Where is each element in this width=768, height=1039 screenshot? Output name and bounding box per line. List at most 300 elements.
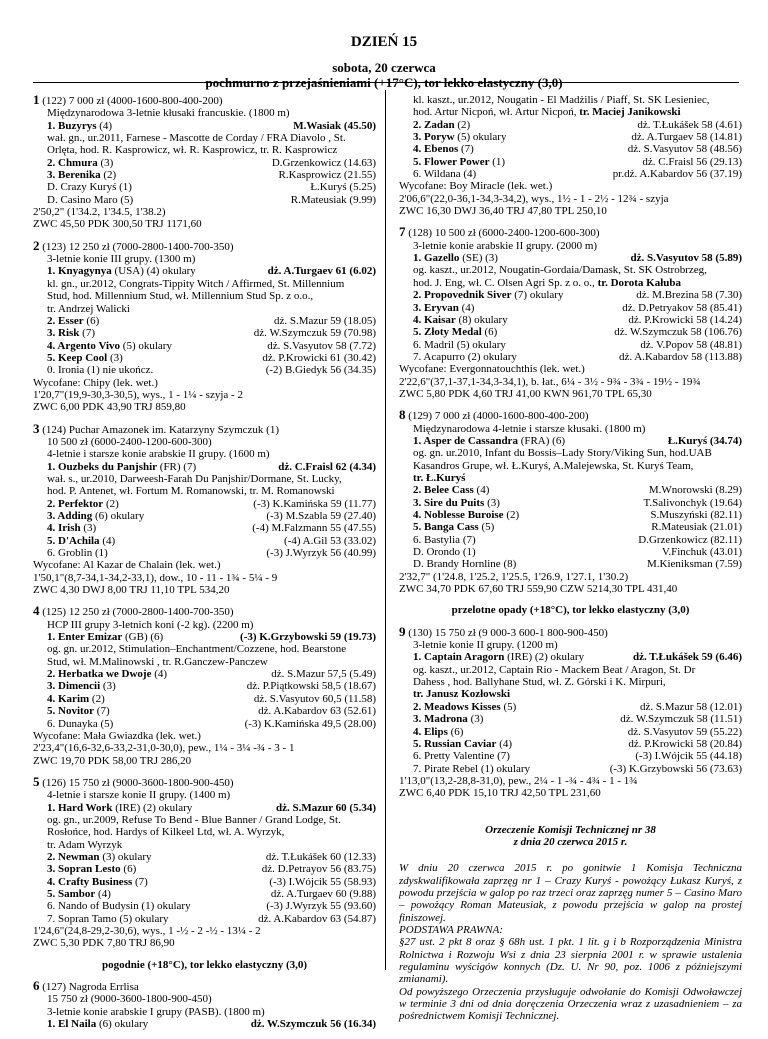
result-row xyxy=(33,888,376,900)
race-block xyxy=(399,226,742,400)
placing: 3. xyxy=(413,131,424,144)
horse-details xyxy=(399,472,742,484)
horse-details: og. gn. ur.2012, Stimulation–Enchantment/Cozzene, hod. Bearstone xyxy=(47,643,347,656)
race-summary: Wycofane: Boy Miracle (lek. wet.) xyxy=(399,180,553,193)
horse-extra: (4) xyxy=(473,484,490,497)
result-row xyxy=(399,289,742,301)
result-row xyxy=(33,668,376,680)
result-row xyxy=(399,558,742,570)
jockey-odds: dż. D.Petrayov 56 (83.75) xyxy=(261,863,376,876)
race-summary: 2'06,6"(22,0-36,1-34,3-34,2), wys., 1½ - 1 - 2½ - 12¾ - szyja xyxy=(399,192,669,205)
horse-entry xyxy=(413,143,474,155)
race-conditions: 3-letnie konie arabskie II grupy. (2000 m) xyxy=(413,239,598,252)
horse-name: Madrona xyxy=(424,713,468,726)
horse-name: Argento Vivo xyxy=(57,339,121,352)
placing: 3. xyxy=(413,496,424,509)
horse-name: Pirate Rebel xyxy=(424,762,479,775)
horse-extra: (6) okulary xyxy=(96,1018,149,1031)
horse-name: Ebenos xyxy=(424,143,459,156)
race-block xyxy=(399,409,742,595)
horse-name: Berenika xyxy=(58,169,101,182)
horse-extra: (3) xyxy=(97,156,114,169)
horse-extra: (5) xyxy=(500,700,517,713)
result-row xyxy=(33,535,376,547)
race-number: 9 xyxy=(399,625,406,639)
race-summary: 2'32,7" (1'24.8, 1'25.2, 1'25.5, 1'26.9, 1'27.1, 1'30.2) xyxy=(399,570,629,583)
horse-entry xyxy=(47,157,113,169)
trainer-name: tr. Dorota Kałuba xyxy=(597,276,681,289)
horse-entry xyxy=(47,510,144,522)
result-row xyxy=(399,651,742,663)
horse-name: Dunayka xyxy=(58,717,98,730)
result-row xyxy=(399,252,742,264)
jockey-odds: dż. S.Vasyutov 58 (5.89) xyxy=(630,252,742,265)
horse-details xyxy=(399,688,742,700)
horse-name: Poryw xyxy=(424,131,455,144)
horse-name: Perfektor xyxy=(58,497,104,510)
jockey-odds: (-3) I.Wójcik 55 (58.93) xyxy=(269,875,376,888)
placing: 6. xyxy=(413,750,424,763)
placing: 5. xyxy=(47,534,58,547)
result-row xyxy=(399,326,742,338)
placing: D. xyxy=(47,181,61,194)
jockey-odds: dż. S.Vasyutov 60,5 (11.58) xyxy=(253,692,376,705)
race-summary: ZWC 5,30 PDK 7,80 TRJ 86,90 xyxy=(33,937,175,950)
horse-extra: (1) okulary xyxy=(138,900,191,913)
horse-extra: (GB) (6) xyxy=(122,631,164,644)
result-row xyxy=(399,119,742,131)
race-header: (122) 7 000 zł (4000-1600-800-400-200) xyxy=(42,95,223,107)
horse-extra: (1) xyxy=(460,546,476,559)
horse-entry xyxy=(413,484,489,496)
horse-entry xyxy=(47,680,116,692)
horse-entry xyxy=(413,131,506,143)
jockey-odds: dż. A.Kabardov 63 (52.61) xyxy=(258,705,376,718)
result-row xyxy=(33,510,376,522)
placing: 1. xyxy=(47,119,58,132)
horse-extra: (2) xyxy=(100,169,117,182)
race-number: 6 xyxy=(33,980,40,994)
race-summary: Wycofane: Evergonnatouchthis (lek. wet.) xyxy=(399,363,585,376)
horse-extra: (FR) (7) xyxy=(157,460,197,473)
horse-entry xyxy=(47,498,119,510)
horse-entry xyxy=(413,738,512,750)
horse-extra: (5) xyxy=(117,193,134,206)
jockey-odds: dż. P.Krowicki 61 (30.42) xyxy=(262,351,376,364)
placing: 4. xyxy=(413,509,424,521)
horse-name: Noblesse Buroise xyxy=(424,509,504,521)
placing: D. xyxy=(47,193,61,206)
race-block xyxy=(33,240,376,414)
horse-extra: (7) xyxy=(132,875,148,888)
race-title xyxy=(33,423,376,436)
horse-extra: (1) nie ukończ. xyxy=(84,364,154,377)
horse-details: kl. kaszt., ur.2012, Nougatin - El Madżilis / Piaff, St. SK Lesieniec, xyxy=(413,94,710,106)
jockey-odds: (-4) A.Gil 53 (33.02) xyxy=(284,534,376,547)
horse-name: Novitor xyxy=(58,705,95,718)
horse-name: Adding xyxy=(57,510,93,522)
result-row xyxy=(399,131,742,143)
race-title xyxy=(33,980,376,993)
placing: 3. xyxy=(47,169,58,182)
horse-name: Madril xyxy=(424,338,454,351)
horse-extra: (6) okulary xyxy=(92,510,145,522)
horse-name: D'Achila xyxy=(58,534,100,547)
horse-entry xyxy=(47,340,172,352)
horse-extra: (USA) (4) okulary xyxy=(111,265,196,278)
horse-entry xyxy=(47,461,196,473)
race-summary: ZWC 19,70 PDK 58,00 TRJ 286,20 xyxy=(33,754,192,767)
jockey-odds: (-3) J.Wyrzyk 55 (93.60) xyxy=(266,900,376,913)
race-title xyxy=(399,409,742,422)
race-header: (125) 12 250 zł (7000-2800-1400-700-350) xyxy=(42,606,234,619)
horse-details: hod. Artur Nicpoń, wł. Artur Nicpoń, tr. Maciej Janikowski xyxy=(413,106,681,119)
horse-name: Eryvan xyxy=(424,301,459,314)
placing: 7. xyxy=(413,350,424,363)
placing: 6. xyxy=(413,533,424,546)
placing: 2. xyxy=(413,700,424,713)
horse-name: Chmura xyxy=(58,156,98,169)
horse-entry xyxy=(413,558,516,570)
race-conditions: Międzynarodowa 4-letnie i starsze kłusaki. (1800 m) xyxy=(413,422,646,435)
horse-entry xyxy=(413,509,519,521)
horse-extra: (4) xyxy=(99,534,116,547)
race-conditions: 15 750 zł (9000-3600-1800-900-450) xyxy=(47,993,212,1006)
race-header: (123) 12 250 zł (7000-2800-1400-700-350) xyxy=(42,240,234,253)
placing: 2. xyxy=(47,314,58,327)
placing: D. xyxy=(413,558,427,571)
placing: 6. xyxy=(47,900,58,913)
result-row xyxy=(33,157,376,169)
result-row xyxy=(33,547,376,559)
horse-name: Herbatka we Dwoje xyxy=(58,668,152,681)
jockey-odds: dż. A.Turgaev 58 (14.81) xyxy=(631,131,742,144)
placing: 1. xyxy=(413,651,424,664)
result-row xyxy=(33,876,376,888)
ruling-date: z dnia 20 czerwca 2015 r. xyxy=(513,835,628,848)
race-summary: ZWC 6,40 PDK 15,10 TRJ 42,50 TPL 231,60 xyxy=(399,787,601,800)
horse-name: Bastylia xyxy=(424,533,461,546)
jockey-odds: M.Kieniksman (7.59) xyxy=(646,558,742,571)
race-title xyxy=(399,226,742,239)
horse-extra: (4) xyxy=(151,668,168,681)
race-summary: 2'50,2" (1'34.2, 1'34.5, 1'38.2) xyxy=(33,206,166,219)
placing: 7. xyxy=(413,762,424,775)
horse-extra: (6) xyxy=(83,314,100,327)
result-row xyxy=(33,680,376,692)
jockey-odds: dż. W.Szymczuk 58 (11.51) xyxy=(620,713,742,726)
ruling-text: W dniu 20 czerwca 2015 r. po gonitwie 1 Komisja Techniczna zdyskwalifikowała zaprzęg nr 1 – Crazy Kuryś - powożący Łukasz Kuryś, z powodu przejścia w galop po raz trzeci oraz zaprzęg numer 5 – Casino Maro – powożący Roman Mateusiak, z powodu przejścia w galop na prostej finiszowej. xyxy=(399,862,742,924)
horse-details: wał. s., ur.2010, Darweesh-Farah Du Panjshir/Dormane, St. Lucky, xyxy=(47,472,342,485)
horse-entry xyxy=(47,900,191,912)
placing: 4. xyxy=(413,725,424,738)
horse-entry xyxy=(47,705,110,717)
horse-extra: (3) okulary xyxy=(99,850,152,863)
jockey-odds: dż. P.Piątkowski 58,5 (18.67) xyxy=(246,680,376,693)
result-row xyxy=(399,339,742,351)
jockey-odds: (-3) I.Wójcik 55 (44.18) xyxy=(635,750,742,763)
horse-entry xyxy=(47,863,136,875)
left-column xyxy=(33,94,376,1039)
horse-name: Zadan xyxy=(424,118,455,131)
jockey-odds: pr.dż. A.Kabardov 56 (37.19) xyxy=(612,168,742,181)
legal-basis: §27 ust. 2 pkt 8 oraz § 68h ust. 1 pkt. 1 lit. g i b Rozporządzenia Ministra Rolnictwa i Rozwoju Wsi z dnia 23 sierpnia 2001 r. w sprawie ustalenia regulaminu wyścigów konnych (Dz. U. Nr 90, poz. 1006 z późniejszymi zmianami). xyxy=(399,936,742,986)
placing: 3. xyxy=(47,510,58,522)
horse-extra: (6) xyxy=(447,725,464,738)
horse-extra: (SE) (3) xyxy=(459,252,498,265)
result-row xyxy=(33,522,376,534)
horse-entry xyxy=(413,302,474,314)
jockey-odds: dż. S.Vasyutov 59 (55.22) xyxy=(627,725,742,738)
result-row xyxy=(33,693,376,705)
result-row xyxy=(399,168,742,180)
race-summary: 2'22,6"(37,1-37,1-34,3-34,1), b. łat., 6¼ - 3½ - 9¾ - 3¾ - 19½ - 19¾ xyxy=(399,375,701,388)
race-summary: ZWC 45,50 PDK 300,50 TRJ 1171,60 xyxy=(33,218,202,231)
placing: 0. xyxy=(47,364,58,377)
result-row xyxy=(399,726,742,738)
horse-extra: (8) xyxy=(500,558,517,571)
jockey-odds: M.Wnorowski (8.29) xyxy=(648,484,742,497)
horse-extra: (4) xyxy=(96,119,113,132)
race-summary: 2'23,4"(16,6-32,6-33,2-31,0-30,0), pew., 1¼ - 3¼ -¾ - 3 - 1 xyxy=(33,742,295,755)
result-row xyxy=(33,1018,376,1030)
jockey-odds: D.Grzenkowicz (14.63) xyxy=(271,156,376,169)
jockey-odds: dż. P.Krowicki 58 (14.24) xyxy=(628,313,742,326)
race-summary: ZWC 16,30 DWJ 36,40 TRJ 47,80 TPL 250,10 xyxy=(399,205,607,218)
horse-extra: (5) okulary xyxy=(453,338,506,351)
horse-name: Buzyrys xyxy=(58,119,97,132)
result-row xyxy=(399,302,742,314)
horse-extra: (5) xyxy=(97,717,114,730)
horse-entry xyxy=(47,1018,148,1030)
jockey-odds: dż. T.Łukášek 58 (4.61) xyxy=(637,118,742,131)
horse-extra: (3) xyxy=(467,713,484,726)
horse-entry xyxy=(413,546,476,558)
result-row xyxy=(33,631,376,643)
jockey-odds: dż. A.Turgaev 61 (6.02) xyxy=(267,265,376,278)
horse-extra: (IRE) (2) okulary xyxy=(504,651,585,664)
horse-name: Captain Aragorn xyxy=(424,651,505,664)
result-row xyxy=(399,351,742,363)
horse-extra: (IRE) (2) okulary xyxy=(112,801,193,814)
horse-extra: (1) xyxy=(489,155,506,168)
horse-name: Dimencii xyxy=(58,680,101,693)
horse-entry xyxy=(47,547,108,559)
horse-entry xyxy=(413,156,505,168)
result-row xyxy=(33,352,376,364)
horse-name: Karim xyxy=(58,692,90,705)
horse-entry xyxy=(413,326,497,338)
placing: 5. xyxy=(47,887,58,900)
race-number: 7 xyxy=(399,226,406,240)
horse-details: hod. P. Antenet, wł. Fortum M. Romanowski, tr. M. Romanowski xyxy=(47,485,335,498)
horse-extra: (7) xyxy=(79,327,95,340)
placing: 2. xyxy=(47,497,58,510)
horse-name: Risk xyxy=(58,327,80,340)
header-rule xyxy=(33,82,739,83)
jockey-odds: dż. M.Brezina 58 (7.30) xyxy=(636,289,742,302)
race-summary: ZWC 5,80 PDK 4,60 TRJ 41,00 KWN 961,70 TPL 65,30 xyxy=(399,387,652,400)
result-row xyxy=(399,738,742,750)
horse-entry xyxy=(413,339,506,351)
jockey-odds: (-3) K.Grzybowski 56 (73.63) xyxy=(609,762,742,775)
horse-extra: (1) okulary xyxy=(478,762,531,775)
result-row xyxy=(33,181,376,193)
placing: 2. xyxy=(47,668,58,681)
horse-name: Sopran Tamo xyxy=(58,912,117,925)
horse-entry xyxy=(413,651,584,663)
race-block xyxy=(33,94,376,231)
horse-name: Esser xyxy=(58,314,84,327)
race-conditions: 3-letnie konie II grupy. (1200 m) xyxy=(413,639,558,652)
race-conditions: 4-letnie i starsze konie arabskie II grupy. (1600 m) xyxy=(47,448,270,461)
jockey-odds: dż. D.Petryakov 58 (85.41) xyxy=(622,301,742,314)
race-conditions: HCP III grupy 3-letnich koni (-2 kg). (2200 m) xyxy=(47,618,254,631)
horse-extra: (5) okulary xyxy=(120,339,172,352)
trainer-name: tr. Maciej Janikowski xyxy=(579,106,681,119)
jockey-odds: R.Mateusiak (9.99) xyxy=(290,193,376,206)
jockey-odds: dż. A.Kabardov 63 (54.87) xyxy=(258,912,376,925)
race-summary: ZWC 4,30 DWJ 8,00 TRJ 11,10 TPL 534,20 xyxy=(33,584,230,597)
result-row xyxy=(33,718,376,730)
horse-entry xyxy=(47,120,112,132)
result-row xyxy=(33,705,376,717)
horse-entry xyxy=(47,631,163,643)
horse-extra: (2) xyxy=(103,497,119,510)
horse-extra: (3) xyxy=(107,351,123,364)
race-conditions: Międzynarodowa 3-letnie kłusaki francuskie. (1800 m) xyxy=(47,107,290,120)
result-row xyxy=(399,156,742,168)
race-summary: 1'50,1"(8,7-34,1-34,2-33,1), dow., 10 - 11 - 1¾ - 5¼ - 9 xyxy=(33,571,278,584)
race-title xyxy=(33,605,376,618)
horse-entry xyxy=(413,750,510,762)
horse-extra: (2) xyxy=(503,509,520,521)
placing: 1. xyxy=(413,252,424,265)
horse-entry xyxy=(413,713,483,725)
horse-name: Sambor xyxy=(58,887,96,900)
horse-name: Irish xyxy=(58,522,81,535)
jockey-odds: Ł.Kuryś (5.25) xyxy=(310,181,376,194)
horse-details: og. kaszt., ur.2012, Nougatin-Gordaia/Damask, St. SK Ostrobrzeg, xyxy=(413,264,707,277)
result-row xyxy=(33,327,376,339)
horse-entry xyxy=(47,265,196,277)
ruling-body xyxy=(399,862,742,1022)
jockey-odds: (-4) M.Falzmann 55 (47.55) xyxy=(252,522,376,535)
result-row xyxy=(399,521,742,533)
horse-entry xyxy=(413,497,500,509)
result-row xyxy=(33,364,376,376)
horse-details: kl. gn., ur.2012, Congrats-Tippity Witch / Affirmed, St. Millennium xyxy=(47,277,345,290)
horse-entry xyxy=(47,315,99,327)
placing: 5. xyxy=(413,737,424,750)
race-number: 4 xyxy=(33,605,40,619)
race-header: (124) Puchar Amazonek im. Katarzyny Szymczuk (1) xyxy=(42,423,279,436)
placing: 6. xyxy=(413,338,424,351)
horse-name: Elips xyxy=(424,725,448,738)
horse-extra: (8) okulary xyxy=(455,313,508,326)
horse-entry xyxy=(47,851,152,863)
jockey-odds: dż. W.Szymczuk 59 (70.98) xyxy=(253,327,376,340)
horse-extra: (1) xyxy=(92,547,108,560)
race-block xyxy=(399,626,742,800)
placing: 4. xyxy=(47,339,58,352)
day-title: DZIEŃ 15 xyxy=(350,34,418,50)
race-conditions: 10 500 zł (6000-2400-1200-600-300) xyxy=(47,435,212,448)
result-row xyxy=(33,851,376,863)
placing: 5. xyxy=(413,155,424,168)
right-column xyxy=(399,94,742,1023)
result-row xyxy=(33,802,376,814)
result-row xyxy=(33,194,376,206)
horse-entry xyxy=(47,913,169,925)
horse-extra: (5) xyxy=(478,521,495,534)
horse-name: Newman xyxy=(58,850,100,863)
horse-name: Keep Cool xyxy=(58,351,108,364)
horse-name: El Naila xyxy=(58,1018,97,1031)
horse-entry xyxy=(413,252,498,264)
placing: 3. xyxy=(413,713,424,726)
horse-name: Gazello xyxy=(424,252,460,265)
horse-name: Wildana xyxy=(423,168,461,181)
placing: 5. xyxy=(47,705,58,718)
jockey-odds: R.Mateusiak (21.01) xyxy=(651,521,742,534)
placing: 3. xyxy=(47,863,58,876)
horse-details: Stud, wł. M.Malinowski , tr. R.Ganczew-Panczew xyxy=(47,655,268,668)
placing: 3. xyxy=(413,301,424,314)
result-row xyxy=(33,315,376,327)
horse-extra: (FRA) (6) xyxy=(517,434,565,447)
placing: 1. xyxy=(47,1018,58,1031)
race-summary: 1'24,6"(24,8-29,2-30,6), wys., 1 -½ - 2 -½ - 13¼ - 2 xyxy=(33,925,261,937)
placing: 1. xyxy=(47,460,58,473)
placing: 4. xyxy=(47,875,58,888)
race-block xyxy=(33,776,376,950)
horse-name: Pretty Valentine xyxy=(424,750,495,763)
horse-entry xyxy=(413,351,517,363)
horse-entry xyxy=(413,435,565,447)
date-line: sobota, 20 czerwca xyxy=(332,60,436,75)
horse-details: og. kaszt., ur.2012, Captain Rio - Mackem Beat / Aragon, St. Dr xyxy=(413,663,696,676)
race-header: (129) 7 000 zł (4000-1600-800-400-200) xyxy=(408,410,589,423)
horse-name: Ironia xyxy=(58,364,85,377)
jockey-odds: dż. S.Vasyutov 58 (7.72) xyxy=(267,339,376,352)
race-header: (126) 15 750 zł (9000-3600-1800-900-450) xyxy=(42,776,234,789)
trainer-name: tr. Janusz Kozłowski xyxy=(413,688,511,701)
jockey-odds: T.Salivonchyk (19.64) xyxy=(643,496,742,509)
race-summary: 1'13,0"(13,2-28,8-31,0), pew., 2¼ - 1 -¾ - 4¾ - 1 - 1¾ xyxy=(399,774,638,787)
horse-name: Enter Emizar xyxy=(58,631,123,644)
horse-entry xyxy=(413,726,463,738)
horse-extra: (7) okulary xyxy=(511,289,564,302)
weather-separator: przelotne opady (+18°C), tor lekko elastyczny (3,0) xyxy=(451,604,690,617)
horse-details: Dahess , hod. Ballyhane Stud, wł. Z. Górski i K. Mirpuri, xyxy=(413,676,666,689)
horse-extra: (4) xyxy=(458,301,475,314)
legal-basis-title: PODSTAWA PRAWNA: xyxy=(399,923,504,936)
jockey-odds: Ł.Kuryś (34.74) xyxy=(667,434,742,447)
horse-entry xyxy=(47,876,148,888)
horse-details: og. gn., ur.2009, Refuse To Bend - Blue Banner / Grand Lodge, St. xyxy=(47,813,341,826)
horse-name: Sopran Lesto xyxy=(58,863,121,876)
jockey-odds: S.Muszyński (82.11) xyxy=(650,509,742,521)
result-row xyxy=(399,750,742,762)
jockey-odds: (-3) J.Wyrzyk 56 (40.99) xyxy=(266,547,376,560)
horse-details: hod. J. Eng, wł. C. Olsen Agri Sp. z o. o., tr. Dorota Kałuba xyxy=(413,276,681,289)
horse-name: Crazy Kuryś xyxy=(60,181,117,194)
race-number: 8 xyxy=(399,409,406,423)
jockey-odds: dż. W.Szymczuk 56 (16.34) xyxy=(250,1018,376,1031)
placing: 4. xyxy=(413,313,424,326)
placing: 4. xyxy=(413,143,424,156)
